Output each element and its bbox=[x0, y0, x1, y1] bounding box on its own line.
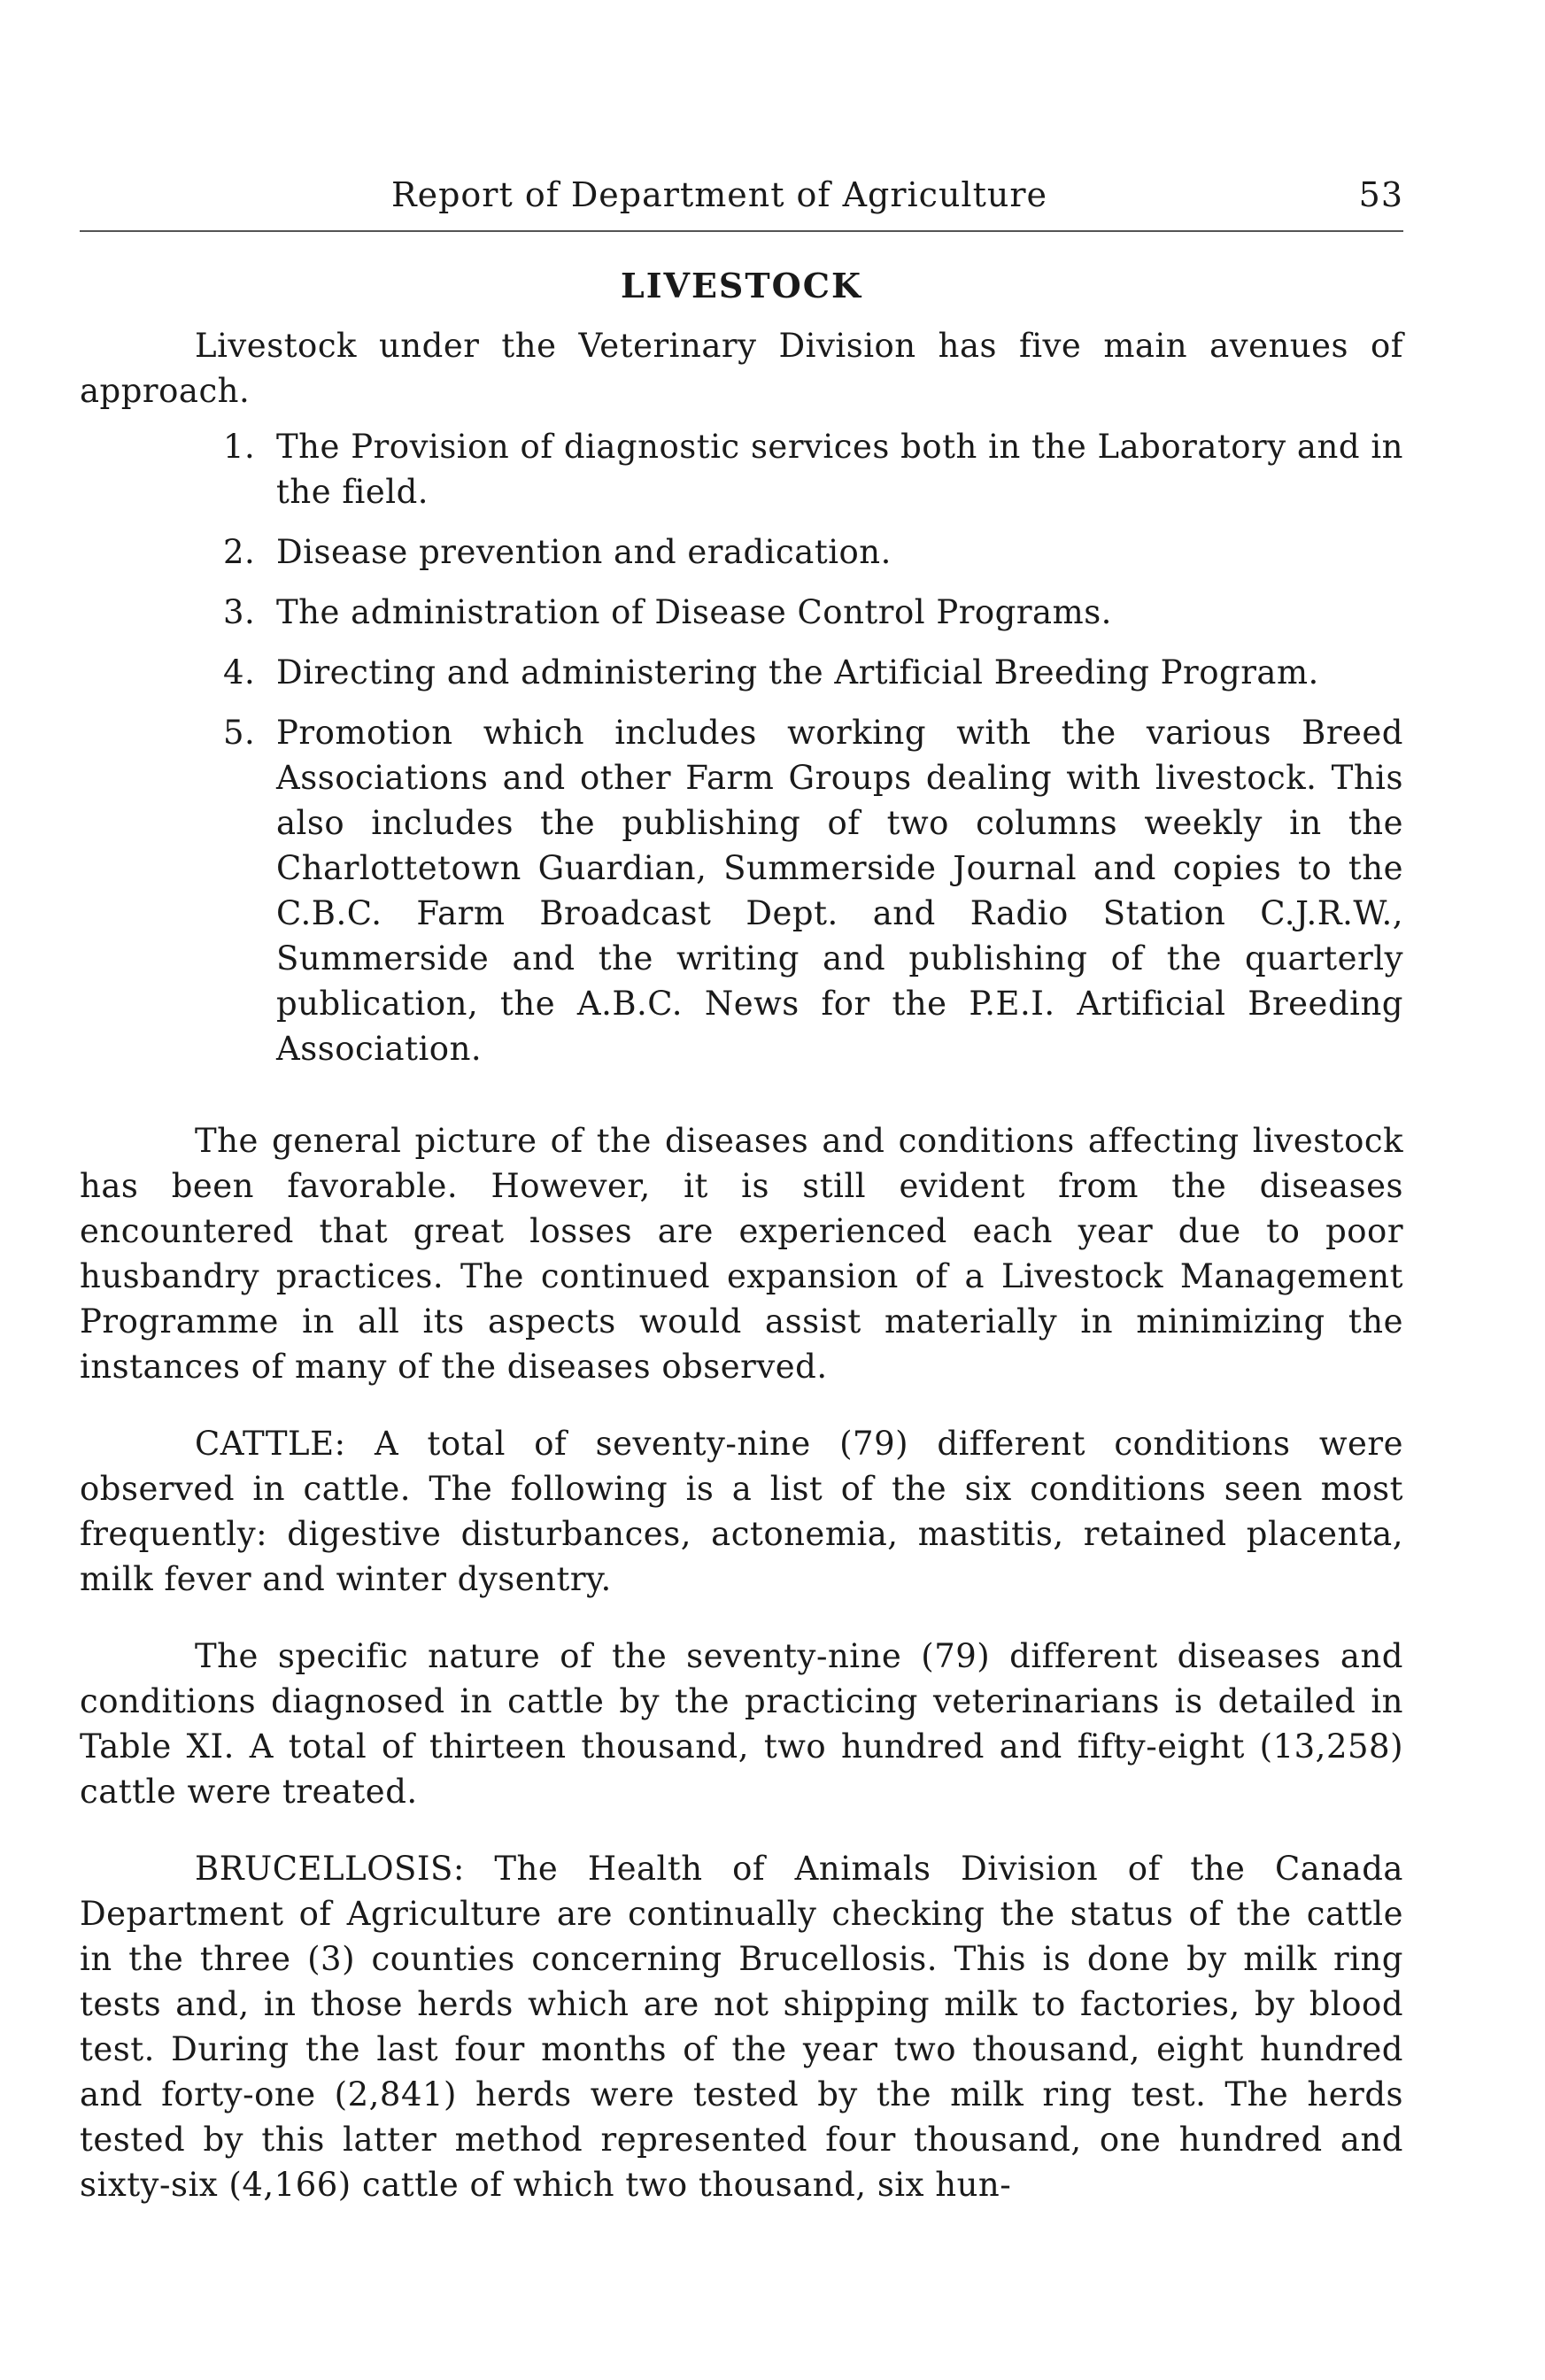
list-item bbox=[80, 590, 1403, 635]
document-page bbox=[80, 168, 1403, 2207]
general-picture-paragraph: The general picture of the diseases and conditions affecting livestock has been favorable. However, it is still evident from the diseases encountered that great losses are experienced each year due to poor husbandry practices. The continued expansion of a Livestock Management Programme in all its aspects would assist materially in minimizing the instances of many of the diseases observed. bbox=[80, 1122, 1403, 1386]
running-title: Report of Department of Agriculture bbox=[391, 175, 1047, 214]
spacer bbox=[80, 1602, 1403, 1634]
spacer bbox=[80, 1814, 1403, 1846]
brucellosis-paragraph: BRUCELLOSIS: The Health of Animals Division of the Canada Department of Agriculture are continually checking the status of the cattle in the three (3) counties concerning Brucellosis. This is done by milk ring tests and, in those herds which are not shipping milk to factories, by blood test. During the last four months of the year two thousand, eight hundred and forty-one (2,841) herds were tested by the milk ring test. The herds tested by this latter method represented four thousand, one hundred and sixty-six (4,166) cattle of which two thousand, six hun- bbox=[80, 1850, 1403, 2204]
running-header bbox=[80, 168, 1403, 232]
list-item bbox=[80, 529, 1403, 575]
list-item bbox=[80, 650, 1403, 695]
intro-paragraph: Livestock under the Veterinary Division has five main avenues of approach. bbox=[80, 327, 1403, 410]
list-item-text: Directing and administering the Artificial Breeding Program. bbox=[276, 653, 1319, 692]
section-title: LIVESTOCK bbox=[620, 266, 863, 305]
avenues-list bbox=[80, 424, 1403, 1071]
cattle-paragraph: CATTLE: A total of seventy-nine (79) different conditions were observed in cattle. The following is a list of the six conditions seen most frequently: digestive disturbances, actonemia, mastitis, retained placenta, milk fever and winter dysentry. bbox=[80, 1425, 1403, 1598]
list-item-text: Disease prevention and eradication. bbox=[276, 533, 892, 571]
list-item-text: The Provision of diagnostic services both in the Laboratory and in the field. bbox=[276, 428, 1403, 511]
list-item-number: 2. bbox=[223, 533, 256, 571]
list-item-text: The administration of Disease Control Programs. bbox=[276, 593, 1112, 631]
spacer bbox=[80, 1389, 1403, 1421]
list-item-number: 4. bbox=[223, 653, 256, 692]
list-item bbox=[80, 424, 1403, 514]
spacer bbox=[80, 1086, 1403, 1118]
page-number: 53 bbox=[1358, 175, 1403, 214]
list-item-number: 3. bbox=[223, 593, 256, 631]
list-item-text: Promotion which includes working with the various Breed Associations and other Farm Groups dealing with livestock. This also includes the publishing of two columns weekly in the Charlottetown Guardian, Summerside Journal and copies to the C.B.C. Farm Broadcast Dept. and Radio Station C.J.R.W., Summerside and the writing and publishing of the quarterly publication, the A.B.C. News for the P.E.I. Artificial Breeding Association. bbox=[276, 714, 1403, 1068]
list-item bbox=[80, 710, 1403, 1071]
list-item-number: 1. bbox=[223, 428, 256, 466]
list-item-number: 5. bbox=[223, 714, 256, 752]
specific-nature-paragraph: The specific nature of the seventy-nine (79) different diseases and conditions diagnosed in cattle by the practicing veterinarians is detailed in Table XI. A total of thirteen thousand, two hundred and fifty-eight (13,258) cattle were treated. bbox=[80, 1637, 1403, 1811]
